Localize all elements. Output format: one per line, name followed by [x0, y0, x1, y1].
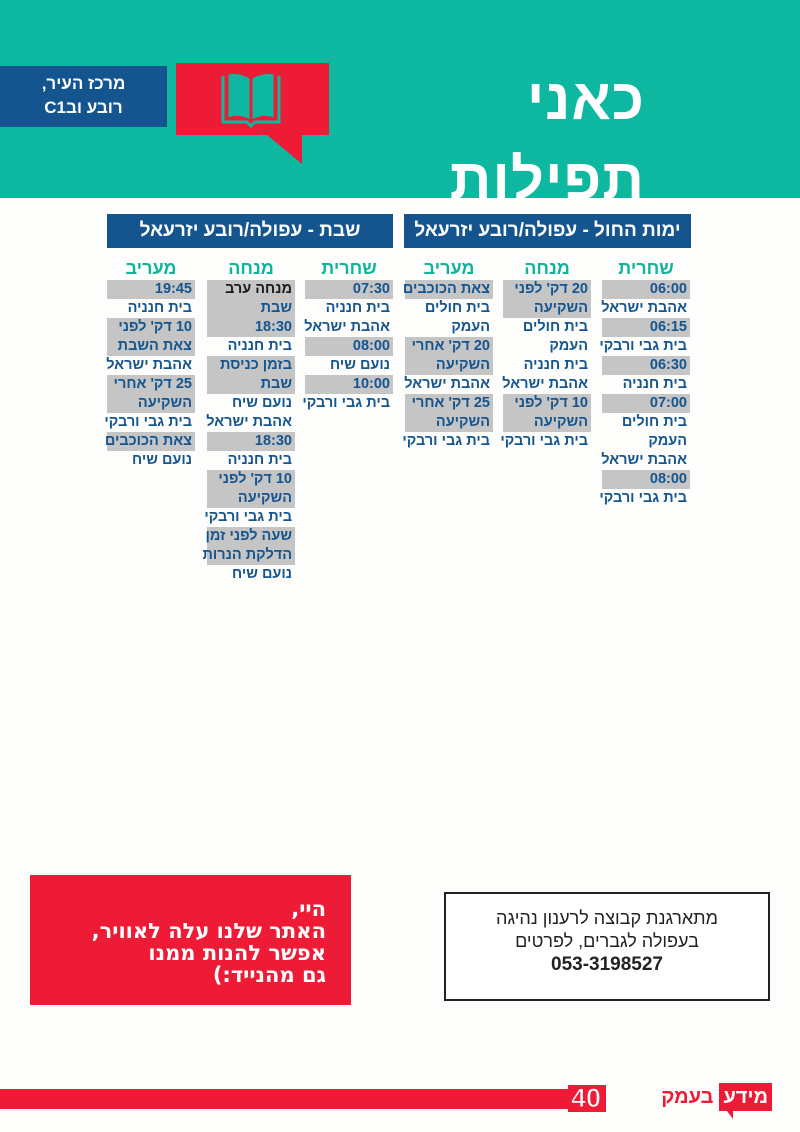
schedule-cell: בית חנניה	[622, 376, 687, 392]
schedule-cell: 06:15	[602, 318, 690, 337]
announcement-line: אפשר להנות ממנו	[148, 941, 326, 965]
shabbat-column	[202, 256, 295, 584]
schedule-cell: 25 דק' אחרי	[107, 375, 195, 394]
page-number: 40	[571, 1083, 602, 1113]
schedule-cell: השקיעה	[107, 394, 195, 413]
schedule-cell: בית חנניה	[325, 300, 390, 316]
schedule-cell: 08:00	[305, 337, 393, 356]
schedule-cell: בית גבי ורבקי	[402, 433, 490, 449]
schedule-cell: נועם שיח	[330, 357, 390, 373]
schedule-cell: 06:00	[602, 280, 690, 299]
schedule-cell: 10 דק' לפני	[503, 394, 591, 413]
schedule-cell: 18:30	[207, 318, 295, 337]
schedule-cell: בית חולים	[522, 319, 588, 335]
schedule-cell: בית גבי ורבקי	[599, 338, 687, 354]
schedule-cell: בית גבי ורבקי	[104, 414, 192, 430]
schedule-cell: אהבת ישראל	[304, 319, 390, 335]
schedule-cell: הדלקת הנרות	[207, 546, 295, 565]
schedule-cell: אהבת ישראל	[404, 376, 490, 392]
open-book-icon	[219, 70, 283, 130]
schedule-cell: אהבת ישראל	[206, 414, 292, 430]
schedule-cell: בית חנניה	[227, 338, 292, 354]
schedule-cell: השקיעה	[405, 356, 493, 375]
brand-part-2: בעמק	[661, 1086, 714, 1108]
schedule-cell: בית גבי ורבקי	[204, 509, 292, 525]
schedule-cell: בית חולים	[424, 300, 490, 316]
schedule-cell: נועם שיח	[132, 452, 192, 468]
page-title: כאני תפילות	[449, 67, 645, 212]
website-announcement	[30, 875, 351, 1005]
brand-logo	[612, 1083, 772, 1113]
ad-line-1: מתארגנת קבוצה לרענון נהיגה	[496, 908, 718, 928]
footer-bar	[0, 1089, 598, 1109]
schedule-cell: בית גבי ורבקי	[599, 490, 687, 506]
schedule-cell: 06:30	[602, 356, 690, 375]
schedule-cell: 25 דק' אחרי	[405, 394, 493, 413]
speech-bubble-tail	[266, 134, 302, 164]
driving-refresher-ad	[444, 892, 770, 1001]
schedule-cell: 18:30	[207, 432, 295, 451]
region-line-2: רובע ובC1	[44, 98, 123, 117]
weekday-column	[500, 256, 591, 451]
region-line-1: מרכז העיר,	[41, 74, 126, 93]
schedule-cell: השקיעה	[503, 299, 591, 318]
schedule-cell: 10 דק' לפני	[107, 318, 195, 337]
announcement-line: היי,	[291, 897, 326, 921]
schedule-cell: 19:45	[107, 280, 195, 299]
schedule-cell: צאת השבת	[107, 337, 195, 356]
schedule-cell: 07:30	[305, 280, 393, 299]
weekday-column	[402, 256, 493, 451]
schedule-cell: העמק	[451, 319, 490, 335]
brand-part-1: מידע	[719, 1083, 772, 1111]
shabbat-column	[104, 256, 195, 470]
schedule-cell: 07:00	[602, 394, 690, 413]
schedule-cell: נועם שיח	[232, 395, 292, 411]
schedule-cell: בית חנניה	[227, 452, 292, 468]
schedule-cell: אהבת ישראל	[106, 357, 192, 373]
schedule-cell: 20 דק' אחרי	[405, 337, 493, 356]
shabbat-column	[302, 256, 393, 413]
schedule-cell: בית חנניה	[523, 357, 588, 373]
schedule-cell: השקיעה	[207, 489, 295, 508]
column-title: מנחה	[524, 258, 570, 278]
column-title: שחרית	[321, 258, 377, 278]
header-banner	[0, 0, 800, 212]
schedule-cell: 10:00	[305, 375, 393, 394]
schedule-cell: בית גבי ורבקי	[302, 395, 390, 411]
schedule-cell: השקיעה	[503, 413, 591, 432]
schedule-cell: צאת הכוכבים	[405, 280, 493, 299]
schedule-cell: בזמן כניסת	[207, 356, 295, 375]
ad-phone: 053-3198527	[551, 954, 663, 975]
column-title: מנחה	[228, 258, 274, 278]
schedule-cell: אהבת ישראל	[601, 300, 687, 316]
column-title: מעריב	[125, 258, 177, 278]
schedule-cell: העמק	[648, 433, 687, 449]
schedule-cell: בית גבי ורבקי	[500, 433, 588, 449]
region-label	[0, 66, 167, 127]
schedule-cell: בית חנניה	[127, 300, 192, 316]
schedule-cell: צאת הכוכבים	[107, 432, 195, 451]
schedule-cell: 08:00	[602, 470, 690, 489]
weekday-column	[599, 256, 690, 508]
column-title: מעריב	[423, 258, 475, 278]
schedule-cell: מנחה ערב	[207, 280, 295, 299]
schedule-cell: בית חולים	[621, 414, 687, 430]
schedule-cell: שבת	[207, 375, 295, 394]
ad-line-2: בעפולה לגברים, לפרטים	[515, 931, 699, 951]
schedule-cell: 20 דק' לפני	[503, 280, 591, 299]
schedule-cell: נועם שיח	[232, 566, 292, 582]
schedule-cell: אהבת ישראל	[502, 376, 588, 392]
schedule-cell: אהבת ישראל	[601, 452, 687, 468]
schedule-cell: 10 דק' לפני	[207, 470, 295, 489]
announcement-line: האתר שלנו עלה לאוויר,	[91, 919, 326, 943]
schedule-cell: שעה לפני זמן	[207, 527, 295, 546]
schedule-cell: העמק	[549, 338, 588, 354]
announcement-line: גם מהנייד:)	[212, 963, 326, 987]
schedule-cell: השקיעה	[405, 413, 493, 432]
weekday-heading: ימות החול - עפולה/רובע יזרעאל	[404, 214, 691, 248]
schedule-cell: שבת	[207, 299, 295, 318]
shabbat-heading: שבת - עפולה/רובע יזרעאל	[107, 214, 393, 248]
column-title: שחרית	[618, 258, 674, 278]
